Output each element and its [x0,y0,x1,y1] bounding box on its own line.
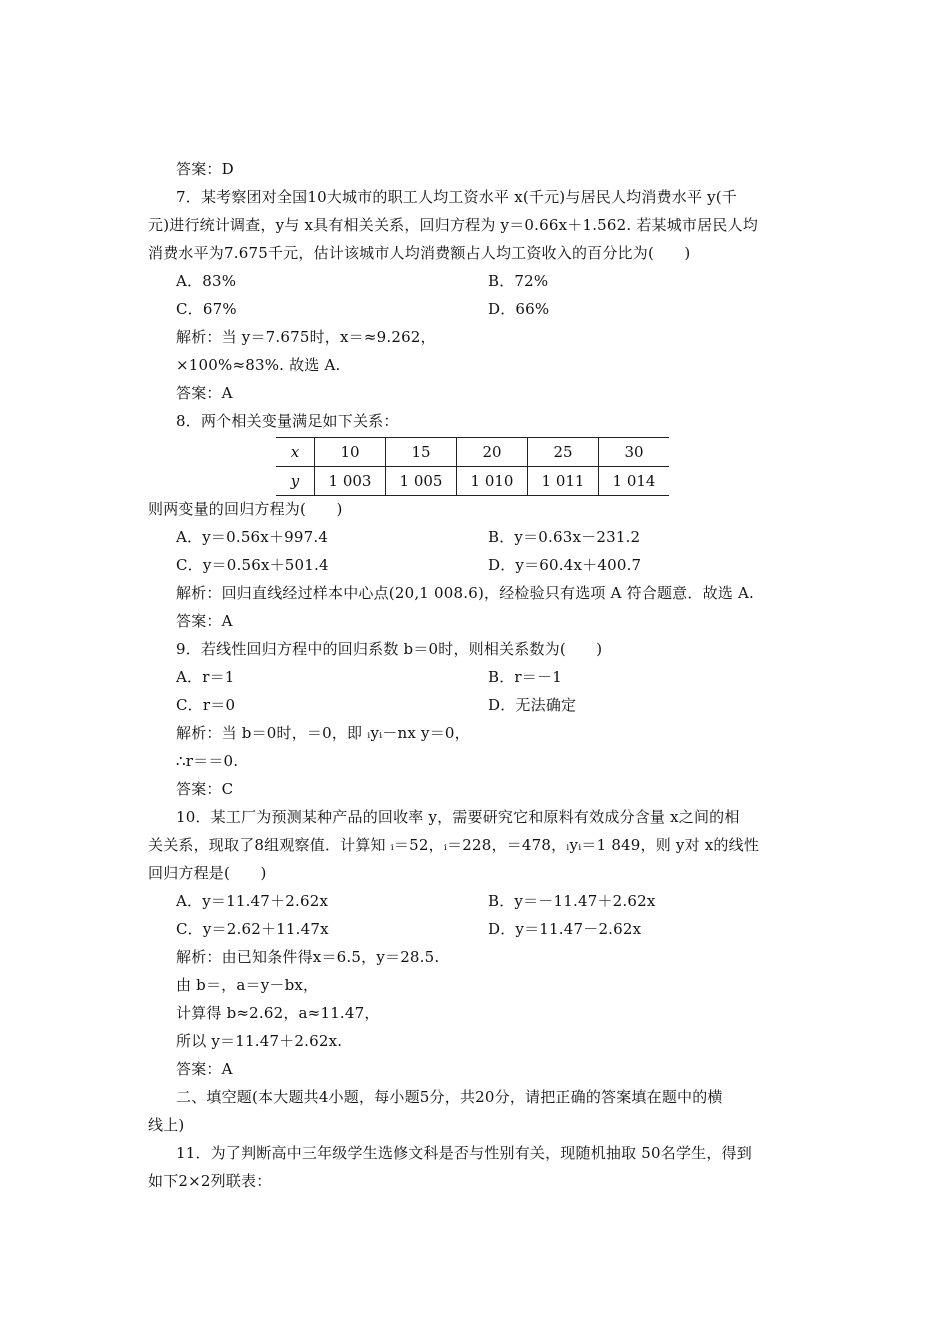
solution-line: 由 b＝，a＝y－bx， [176,976,319,994]
table-row-label: x [276,438,315,467]
table-cell: 20 [457,438,528,467]
table-cell: 15 [386,438,457,467]
answer-line: 答案：A [176,612,233,630]
option-d: D．y＝11.47－2.62x [488,920,642,938]
table-row [276,438,669,467]
option-d: D．66% [488,300,550,318]
answer-line: 答案：A [176,384,233,402]
question-8-line-1: 8．两个相关变量满足如下关系： [176,412,399,430]
table-cell: 1 011 [528,467,599,496]
solution-line: ×100%≈83%. 故选 A. [176,356,341,374]
table-row-label: y [276,467,315,496]
solution-line: 解析：当 y＝7.675时，x＝≈9.262， [176,328,436,346]
option-c: C．67% [176,300,237,318]
question-7-line-2: 元)进行统计调查，y与 x具有相关关系，回归方程为 y＝0.66x＋1.562. 若某城市居民人均 [148,216,758,234]
solution-line: 计算得 b≈2.62，a≈11.47， [176,1004,380,1022]
solution-line: ∴r＝＝0. [176,752,239,770]
answer-line: 答案：C [176,780,234,798]
option-b: B．y＝－11.47＋2.62x [488,892,656,910]
section-heading-line-1: 二、填空题(本大题共4小题，每小题5分，共20分，请把正确的答案填在题中的横 [176,1088,723,1106]
option-b: B．y＝0.63x－231.2 [488,528,641,546]
question-11-line-2: 如下2×2列联表： [148,1172,272,1190]
solution-line: 解析：由已知条件得x＝6.5，y＝28.5. [176,948,440,966]
table-cell: 25 [528,438,599,467]
question-7-line-3: 消费水平为7.675千元，估计该城市人均消费额占人均工资收入的百分比为( ) [148,244,691,262]
table-cell: 1 014 [599,467,670,496]
data-table [276,437,669,496]
option-a: A．r＝1 [176,668,235,686]
question-10-line-3: 回归方程是( ) [148,864,267,882]
option-a: A．y＝0.56x＋997.4 [176,528,329,546]
option-b: B．r＝－1 [488,668,562,686]
table-cell: 1 003 [315,467,386,496]
option-d: D．y＝60.4x＋400.7 [488,556,642,574]
solution-line: 所以 y＝11.47＋2.62x. [176,1032,343,1050]
option-c: C．y＝0.56x＋501.4 [176,556,329,574]
question-8-line-2: 则两变量的回归方程为( ) [148,500,343,518]
option-a: A．y＝11.47＋2.62x [176,892,329,910]
option-b: B．72% [488,272,549,290]
question-9-line-1: 9．若线性回归方程中的回归系数 b＝0时，则相关系数为( ) [176,640,603,658]
question-11-line-1: 11．为了判断高中三年级学生选修文科是否与性别有关，现随机抽取 50名学生，得到 [176,1144,752,1162]
solution-line: 解析：当 b＝0时，＝0，即 ᵢyᵢ－nx y＝0， [176,724,470,742]
table-cell: 10 [315,438,386,467]
question-10-line-2: 关关系，现取了8组观察值．计算知 ᵢ＝52，ᵢ＝228，＝478，ᵢyᵢ＝1 849，则 y对 x的线性 [148,836,760,854]
option-c: C．r＝0 [176,696,236,714]
table-cell: 30 [599,438,670,467]
table-cell: 1 010 [457,467,528,496]
answer-line: 答案：D [176,160,234,178]
option-d: D．无法确定 [488,696,577,714]
table-cell: 1 005 [386,467,457,496]
option-c: C．y＝2.62＋11.47x [176,920,329,938]
option-a: A．83% [176,272,237,290]
question-10-line-1: 10．某工厂为预测某种产品的回收率 y，需要研究它和原料有效成分含量 x之间的相 [176,808,740,826]
answer-line: 答案：A [176,1060,233,1078]
table-row [276,467,669,496]
section-heading-line-2: 线上) [148,1116,185,1134]
solution-line: 解析：回归直线经过样本中心点(20,1 008.6)，经检验只有选项 A 符合题意．故选 A. [176,584,754,602]
question-7-line-1: 7．某考察团对全国10大城市的职工人均工资水平 x(千元)与居民人均消费水平 y(千 [176,188,738,206]
